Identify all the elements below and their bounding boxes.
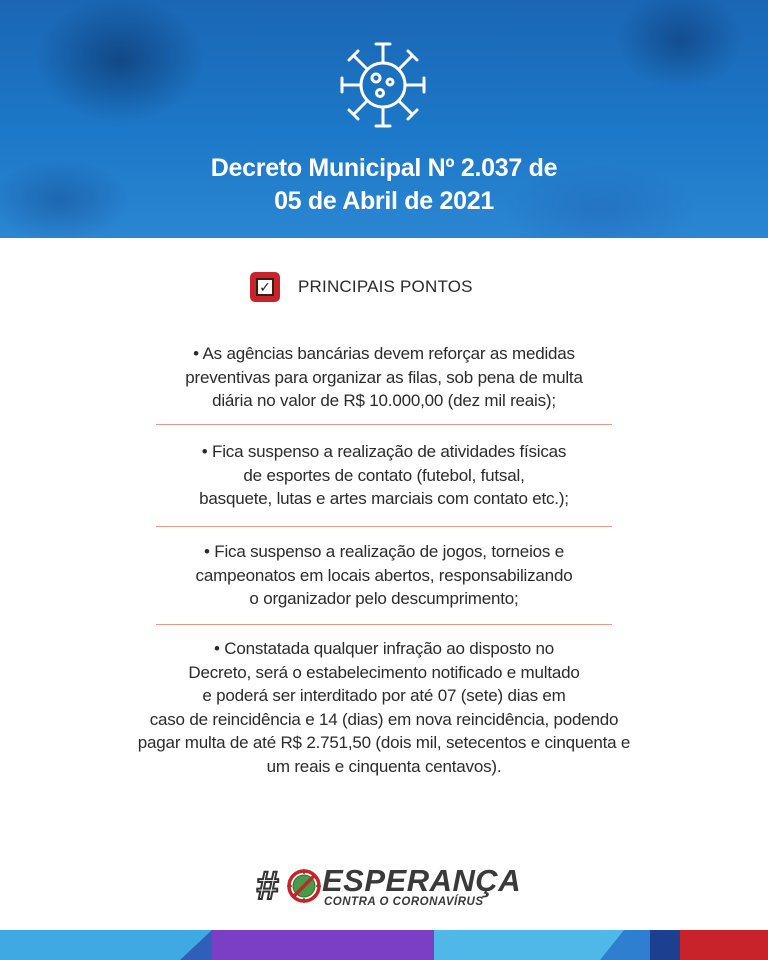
section-title: PRINCIPAIS PONTOS (298, 277, 473, 296)
point-2 (80, 440, 688, 511)
footer-stripe (0, 930, 768, 960)
point-1 (80, 342, 688, 413)
divider (156, 526, 612, 527)
point-line: • Fica suspenso a realização de jogos, torneios e (204, 542, 564, 561)
section-header (250, 272, 473, 302)
logo-subtitle: CONTRA O CORONAVÍRUS (324, 896, 484, 908)
logo-hash: # (256, 864, 279, 908)
virus-icon (328, 30, 438, 140)
point-line: diária no valor de R$ 10.000,00 (dez mil reais); (212, 391, 556, 410)
point-3 (80, 540, 688, 611)
point-line: de esportes de contato (futebol, futsal, (243, 465, 525, 485)
point-line: um reais e cinquenta centavos). (266, 756, 502, 776)
header-banner (0, 0, 768, 238)
point-line: caso de reincidência e 14 (dias) em nova reincidência, podendo (149, 709, 619, 729)
point-line: • As agências bancárias devem reforçar as medidas (193, 344, 575, 363)
esperanca-logo (256, 862, 522, 914)
page-title (0, 152, 768, 218)
point-line: • Fica suspenso a realização de atividades físicas (201, 442, 567, 461)
checkbox-icon: ✓ (250, 272, 280, 302)
title-line-1: Decreto Municipal Nº 2.037 de (210, 154, 558, 182)
no-virus-icon (286, 868, 322, 904)
divider (156, 424, 612, 425)
logo-main-text: ESPERANÇA (322, 863, 522, 898)
point-line: o organizador pelo descumprimento; (249, 589, 519, 608)
point-line: campeonatos em locais abertos, responsabilizando (195, 565, 573, 585)
point-line: preventivas para organizar as filas, sob pena de multa (185, 367, 583, 387)
divider (156, 624, 612, 625)
title-line-2: 05 de Abril de 2021 (274, 187, 494, 215)
point-line: • Constatada qualquer infração ao disposto no (213, 639, 555, 658)
point-line: basquete, lutas e artes marciais com contato etc.); (199, 489, 569, 508)
point-line: Decreto, será o estabelecimento notificado e multado (188, 662, 580, 682)
point-4 (80, 637, 688, 778)
point-line: e poderá ser interditado por até 07 (sete) dias em (202, 686, 566, 705)
point-line: pagar multa de até R$ 2.751,50 (dois mil, setecentos e cinquenta e (137, 733, 631, 752)
